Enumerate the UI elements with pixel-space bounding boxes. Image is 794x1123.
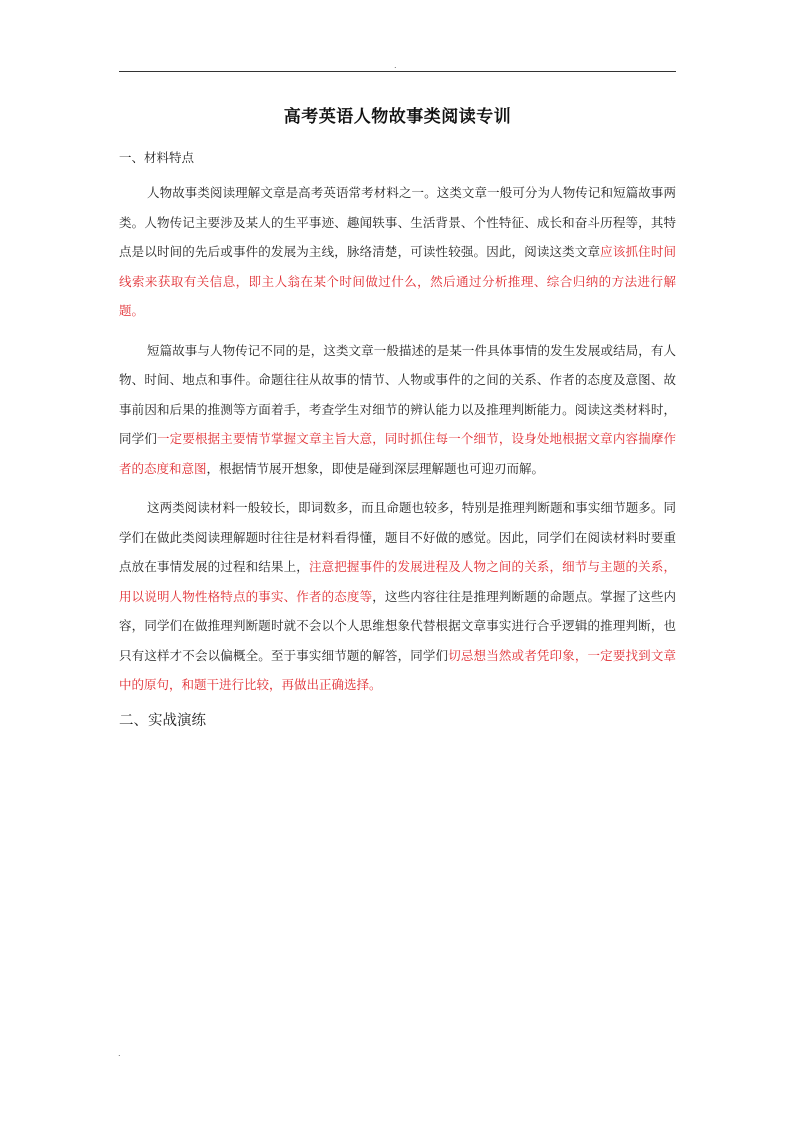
paragraph-3 [119,493,676,700]
highlighted-text: 切忌想当然或者凭印象，一定要找到文章中的原句，和题干进行比较，再做出正确选择。 [119,647,676,692]
highlighted-text: 应该抓住时间线索来获取有关信息，即主人翁在某个时间做过什么，然后通过分析推理、综合归纳的方法进行解题。 [119,244,676,318]
section-heading-1: 一、材料特点 [119,150,195,165]
body-text: 人物故事类阅读理解文章是高考英语常考材料之一。这类文章一般可分为人物传记和短篇故事两类。人物传记主要涉及某人的生平事迹、趣闻轶事、生活背景、个性特征、成长和奋斗历程等，其特点是以时间的先后或事件的发展为主线，脉络清楚，可读性较强。因此，阅读这类文章 [119,185,676,259]
document-title: 高考英语人物故事类阅读专训 [283,107,512,127]
header-dot: . [394,61,397,70]
highlighted-text: 一定要根据主要情节掌握文章主旨大意，同时抓住每一个细节，设身处地根据文章内容揣摩作者的态度和意图 [119,431,676,476]
body-text: 短篇故事与人物传记不同的是，这类文章一般描述的是某一件具体事情的发生发展或结局，有人物、时间、地点和事件。命题往往从故事的情节、人物或事件的之间的关系、作者的态度及意图、故事前因和后果的推测等方面着手，考查学生对细节的辨认能力以及推理判断能力。阅读这类材料时，同学们 [119,342,676,446]
document-body [119,104,676,732]
highlighted-text: 注意把握事件的发展进程及人物之间的关系，细节与主题的关系，用以说明人物性格特点的事实、作者的态度等 [119,559,676,604]
body-text: 这两类阅读材料一般较长，即词数多，而且命题也较多，特别是推理判断题和事实细节题多。同学们在做此类阅读理解题时往往是材料看得懂，题目不好做的感觉。因此，同学们在阅读材料时要重点放在事情发展的过程和结果上， [119,500,676,574]
body-text: ，这些内容往往是推理判断题的命题点。掌握了这些内容，同学们在做推理判断题时就不会以个人思维想象代替根据文章事实进行合乎逻辑的推理判断，也只有这样才不会以偏概全。至于事实细节题的解答，同学们 [119,588,676,663]
footer-dot: . [118,1049,121,1058]
body-text: ，根据情节展开想象，即使是碰到深层理解题也可迎刃而解。 [206,460,545,476]
paragraph-2 [119,336,676,484]
section-heading-2: 二、实战演练 [119,712,206,729]
header-rule [119,71,676,72]
paragraph-1 [119,178,676,326]
